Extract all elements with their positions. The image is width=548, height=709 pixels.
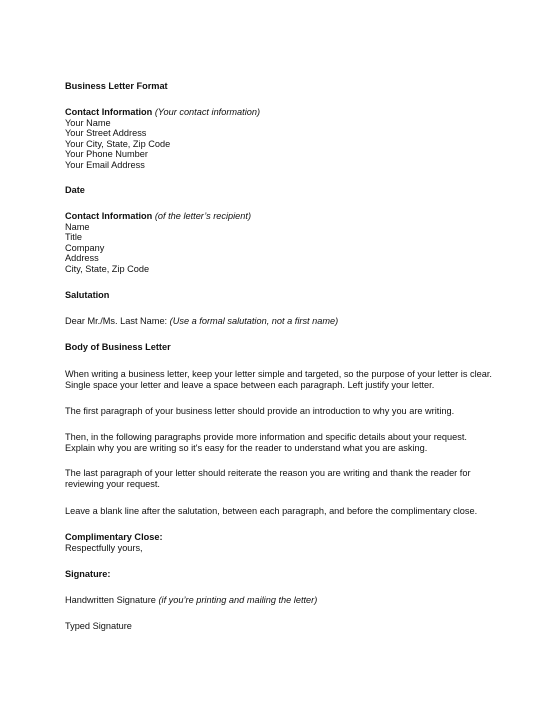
contact-recipient-line: Address [65, 253, 99, 263]
contact-self-heading: Contact Information [65, 107, 153, 117]
date-heading: Date [65, 185, 85, 195]
contact-self-line: Your Street Address [65, 128, 147, 138]
salutation-block [65, 316, 525, 327]
salutation-heading: Salutation [65, 290, 110, 300]
contact-recipient-block [65, 211, 525, 274]
date-block [65, 185, 525, 196]
contact-recipient-heading: Contact Information [65, 211, 153, 221]
contact-self-note: (Your contact information) [154, 107, 261, 117]
handwritten-signature-text: Handwritten Signature [65, 595, 156, 605]
contact-recipient-line: Name [65, 221, 90, 232]
contact-self-line: Your City, State, Zip Code [65, 138, 171, 149]
body-paragraph-line: The first paragraph of your business letter should provide an introduction to why you are writing. [65, 406, 455, 416]
body-heading-block [65, 342, 525, 353]
body-paragraph-line: Single space your letter and leave a space between each paragraph. Left justify your letter. [65, 379, 435, 390]
close-text: Respectfully yours, [65, 542, 143, 553]
contact-recipient-line: Title [65, 232, 83, 242]
body-heading: Body of Business Letter [65, 342, 171, 352]
salutation-text: Dear Mr./Ms. Last Name: [65, 316, 168, 326]
contact-recipient-note: (of the letter’s recipient) [154, 211, 252, 221]
body-paragraph [65, 468, 525, 489]
typed-signature-text: Typed Signature [65, 621, 132, 631]
body-paragraph [65, 406, 525, 417]
close-heading: Complimentary Close: [65, 532, 163, 542]
contact-self-line: Your Email Address [65, 159, 145, 170]
contact-self-block [65, 107, 525, 170]
contact-recipient-heading-line [65, 211, 525, 222]
contact-recipient-line: City, State, Zip Code [65, 263, 150, 274]
handwritten-signature-block [65, 595, 525, 606]
handwritten-signature-line [65, 595, 525, 606]
body-paragraph [65, 369, 525, 390]
salutation-heading-block [65, 290, 525, 301]
title-block [65, 81, 525, 92]
handwritten-signature-note: (if you’re printing and mailing the letter) [158, 595, 318, 605]
body-paragraph-line: Explain why you are writing so it's easy for the reader to understand what you are asking. [65, 442, 428, 453]
close-block [65, 532, 525, 553]
contact-recipient-line: Company [65, 242, 105, 253]
salutation-note: (Use a formal salutation, not a first name) [169, 316, 339, 326]
signature-heading: Signature: [65, 569, 111, 579]
body-paragraph-line: Then, in the following paragraphs provide more information and specific details about your request. [65, 432, 467, 442]
body-paragraph-line: reviewing your request. [65, 478, 160, 489]
typed-signature-block [65, 621, 525, 632]
document-title: Business Letter Format [65, 81, 168, 91]
signature-heading-block [65, 569, 525, 580]
body-paragraph [65, 506, 525, 517]
contact-self-line: Your Phone Number [65, 149, 148, 159]
body-paragraph-line: Leave a blank line after the salutation, between each paragraph, and before the complimentary close. [65, 506, 478, 516]
body-paragraph-line: The last paragraph of your letter should reiterate the reason you are writing and thank the reader for [65, 468, 471, 478]
body-paragraph [65, 432, 525, 453]
contact-self-heading-line [65, 107, 525, 118]
contact-self-line: Your Name [65, 117, 111, 128]
body-paragraph-line: When writing a business letter, keep your letter simple and targeted, so the purpose of your letter is clear. [65, 369, 492, 379]
salutation-line [65, 316, 525, 327]
